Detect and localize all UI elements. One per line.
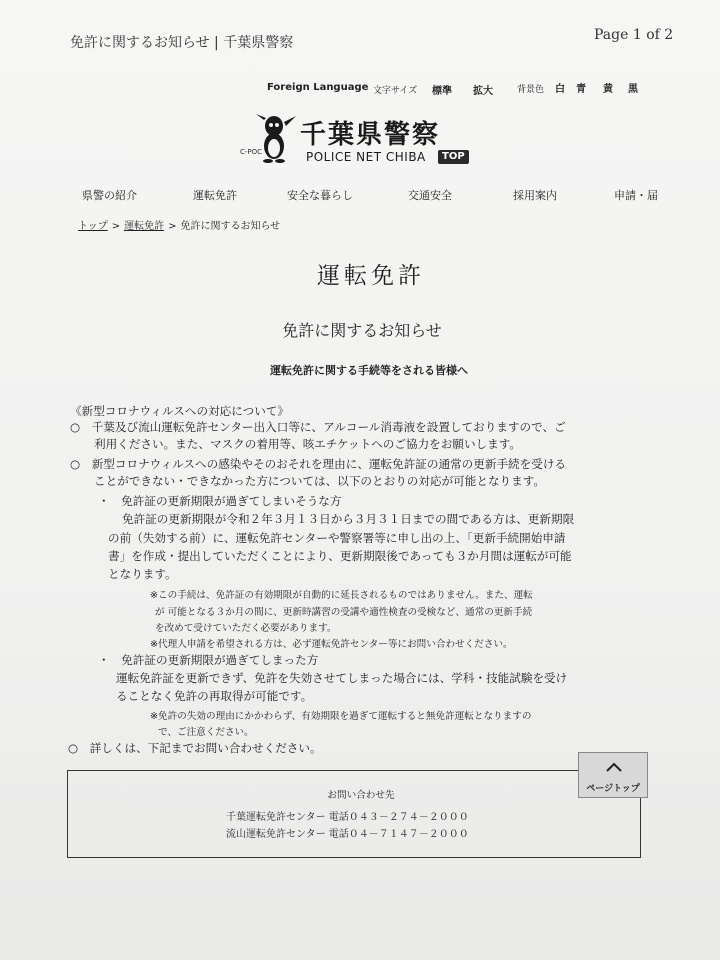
bg-white-button[interactable]: 白 [555,84,565,95]
contact-center-name: 千葉運転免許センター [226,812,326,823]
nav-item-traffic-safety[interactable]: 交通安全 [408,189,452,202]
logo-top-badge[interactable]: TOP [438,150,469,164]
foreign-language-link[interactable]: Foreign Language [267,82,369,93]
chevron-up-icon [605,761,623,773]
breadcrumb-separator: > [168,221,177,232]
font-size-label: 文字サイズ [373,86,418,96]
paragraph-line: となります。 [108,567,177,581]
cpoc-label: C-POC [240,148,263,156]
paragraph-line: ることなく免許の再取得が可能です。 [116,689,313,703]
logo-subtitle: POLICE NET CHIBA [306,150,426,164]
bg-black-button[interactable]: 黒 [628,84,638,95]
print-header-title: 免許に関するお知らせ | 千葉県警察 [70,35,294,51]
logo-title: 千葉県警察 [300,120,441,150]
bg-blue-button[interactable]: 青 [576,84,586,95]
contact-title: お問い合わせ先 [327,790,395,801]
covid-section-title: 《新型コロナウィルスへの対応について》 [70,404,290,418]
page-top-label: ページトップ [586,784,640,794]
bg-yellow-button[interactable]: 黄 [603,84,613,95]
font-size-standard-button[interactable]: 標準 [432,86,452,97]
paragraph-line: 書」を作成・提出していただくことにより、更新期限後であっても３か月間は運転が可能 [108,549,572,563]
paragraph-line: ○ 新型コロナウィルスへの感染やそのおそれを理由に、運転免許証の通常の更新手続を受ける [70,457,567,471]
paragraph-line: 免許証の更新期限が令和２年３月１３日から３月３１日までの間である方は、更新期限 [122,512,575,526]
contact-box [67,770,641,858]
contact-row [226,808,469,823]
page-subtitle: 免許に関するお知らせ [282,321,442,340]
section-heading: 運転免許に関する手続等をされる皆様へ [270,364,468,377]
contact-phone: 電話０４－７１４７－２０００ [328,829,469,840]
note-line: ※代理人申請を希望される方は、必ず運転免許センター等にお問い合わせください。 [150,639,513,650]
paragraph-line: の前（失効する前）に、運転免許センターや警察署等に申し出の上、「更新手続開始申請 [108,531,566,545]
paragraph-line: ことができない・できなかった方については、以下のとおりの対応が可能となります。 [94,474,545,488]
breadcrumb-current: 免許に関するお知らせ [180,221,281,232]
paragraph-line: 利用ください。また、マスクの着用等、咳エチケットへのご協力をお願いします。 [94,437,521,451]
print-page-number: Page 1 of 2 [594,27,674,43]
note-line: ※免許の失効の理由にかかわらず、有効期限を過ぎて運転すると無免許運転となりますの [150,711,532,722]
breadcrumb [78,217,280,232]
contact-center-name: 流山運転免許センター [226,829,326,840]
contact-phone: 電話０４３－２７４－２０００ [328,812,469,823]
note-line: が 可能となる３か月の間に、更新時講習の受講や適性検査の受検など、通常の更新手続 [155,607,533,618]
nav-item-drivers-license[interactable]: 運転免許 [193,189,237,202]
paragraph-line: ○ 千葉及び流山運転免許センター出入口等に、アルコール消毒液を設置しておりますので、ご [70,420,566,434]
note-line: を改めて受けていただく必要があります。 [155,623,337,634]
mascot-icon [252,112,302,164]
paragraph-line: ○ 詳しくは、下記までお問い合わせください。 [68,741,322,755]
font-size-large-button[interactable]: 拡大 [473,86,493,97]
nav-item-recruitment[interactable]: 採用案内 [513,189,557,202]
nav-item-safe-living[interactable]: 安全な暮らし [287,189,353,202]
note-line: で、ご注意ください。 [158,727,254,738]
paragraph-line: 運転免許証を更新できず、免許を失効させてしまった場合には、学科・技能試験を受け [116,671,568,685]
contact-row [226,825,469,840]
page-title: 運転免許 [317,263,425,289]
breadcrumb-section-link[interactable]: 運転免許 [124,221,165,232]
nav-item-applications[interactable]: 申請・届 [614,189,658,202]
breadcrumb-home-link[interactable]: トップ [78,221,108,232]
bullet-title: ・ 免許証の更新期限が過ぎてしまいそうな方 [98,494,342,508]
background-color-label: 背景色 [517,85,545,95]
bullet-title: ・ 免許証の更新期限が過ぎてしまった方 [98,653,319,667]
breadcrumb-separator: > [111,221,121,232]
nav-item-about[interactable]: 県警の紹介 [82,189,137,202]
police-net-chiba-logo[interactable] [238,112,478,170]
note-line: ※この手続は、免許証の有効期限が自動的に延長されるものではありません。また、運転 [150,590,533,601]
page-top-button[interactable] [578,752,648,798]
